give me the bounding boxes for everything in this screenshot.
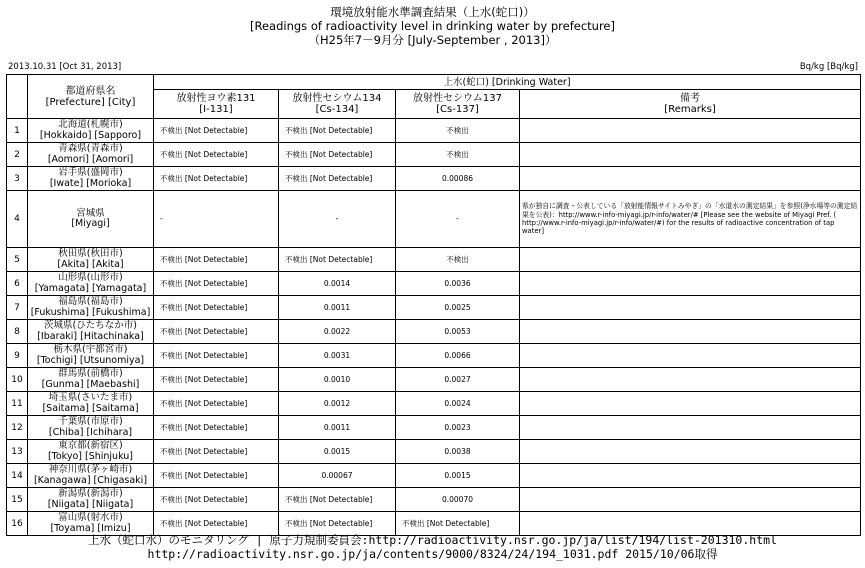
- remarks-header: [520, 90, 861, 119]
- document-title: 環境放射能水準調査結果（上水(蛇口)）: [330, 5, 535, 19]
- report-date: 2013.10.31 [Oct 31, 2013]: [8, 62, 122, 72]
- cs134-cell: 不検出 [Not Detectable]: [279, 143, 396, 167]
- table-row: [7, 344, 861, 368]
- remarks-cell: [520, 167, 861, 191]
- cs137-cell: 不検出 [Not Detectable]: [396, 512, 520, 536]
- prefecture-jp: 富山県(射水市): [58, 512, 123, 523]
- cs137-cell: 0.0053: [396, 320, 520, 344]
- row-number: 8: [7, 320, 28, 344]
- remarks-cell: [520, 296, 861, 320]
- prefecture-cell: [28, 512, 154, 536]
- cs137-cell: 0.0066: [396, 344, 520, 368]
- remarks-header-en: [Remarks]: [664, 104, 716, 115]
- prefecture-jp: 千葉県(市原市): [58, 416, 123, 427]
- prefecture-cell: [28, 167, 154, 191]
- row-number: 12: [7, 416, 28, 440]
- prefecture-jp: 秋田県(秋田市): [58, 248, 123, 259]
- table-row: [7, 512, 861, 536]
- i131-cell: 不検出 [Not Detectable]: [154, 440, 279, 464]
- prefecture-cell: [28, 191, 154, 248]
- i131-cell: 不検出 [Not Detectable]: [154, 296, 279, 320]
- prefecture-en: [Kanagawa] [Chigasaki]: [33, 474, 148, 486]
- prefecture-header-en: [Prefecture] [City]: [45, 96, 136, 108]
- prefecture-en: [Chiba] [Ichihara]: [48, 426, 133, 438]
- prefecture-en: [Akita] [Akita]: [57, 258, 124, 270]
- i131-cell: 不検出 [Not Detectable]: [154, 248, 279, 272]
- prefecture-en: [Saitama] [Saitama]: [42, 402, 139, 414]
- cs134-cell: 不検出 [Not Detectable]: [279, 167, 396, 191]
- table-row: [7, 416, 861, 440]
- cs137-cell: 不検出: [396, 143, 520, 167]
- prefecture-cell: [28, 344, 154, 368]
- cs134-cell: 0.0011: [279, 416, 396, 440]
- no-header: [7, 75, 28, 119]
- remarks-cell: [520, 320, 861, 344]
- remarks-cell: [520, 248, 861, 272]
- cs137-cell: 0.0015: [396, 464, 520, 488]
- row-number: 4: [7, 191, 28, 248]
- remarks-cell: [520, 272, 861, 296]
- remarks-cell: [520, 440, 861, 464]
- cs134-cell: 0.00067: [279, 464, 396, 488]
- prefecture-en: [Toyama] [Imizu]: [50, 522, 131, 534]
- prefecture-jp: 山形県(山形市): [58, 272, 123, 283]
- i131-cell: 不検出 [Not Detectable]: [154, 143, 279, 167]
- prefecture-cell: [28, 296, 154, 320]
- table-row: [7, 143, 861, 167]
- row-number: 2: [7, 143, 28, 167]
- prefecture-cell: [28, 488, 154, 512]
- prefecture-en: [Aomori] [Aomori]: [47, 153, 134, 165]
- cs137-cell: 0.0024: [396, 392, 520, 416]
- source-url: http://radioactivity.nsr.go.jp/ja/contents/9000/8324/24/194_1031.pdf 2015/10/06取得: [147, 547, 718, 561]
- i131-cell: 不検出 [Not Detectable]: [154, 272, 279, 296]
- row-number: 13: [7, 440, 28, 464]
- prefecture-jp: 福島県(福島市): [58, 296, 123, 307]
- prefecture-cell: [28, 440, 154, 464]
- prefecture-jp: 東京都(新宿区): [58, 440, 123, 451]
- prefecture-jp: 北海道(札幌市): [58, 119, 123, 130]
- prefecture-jp: 茨城県(ひたちなか市): [44, 320, 137, 331]
- table-row: [7, 119, 861, 143]
- prefecture-en: [Ibaraki] [Hitachinaka]: [37, 330, 144, 342]
- cs137-header-en: [Cs-137]: [436, 104, 479, 115]
- prefecture-en: [Yamagata] [Yamagata]: [34, 282, 147, 294]
- prefecture-en: [Fukushima] [Fukushima]: [30, 306, 151, 318]
- table-row: [7, 464, 861, 488]
- cs134-cell: 0.0031: [279, 344, 396, 368]
- remarks-cell: [520, 392, 861, 416]
- cs137-cell: 0.00070: [396, 488, 520, 512]
- remarks-header-jp: 備考: [680, 93, 701, 104]
- document-title-english: [Readings of radioactivity level in drinking water by prefecture]: [250, 19, 615, 33]
- prefecture-jp: 神奈川県(茅ヶ崎市): [48, 464, 133, 475]
- table-row: [7, 296, 861, 320]
- remarks-cell: [520, 416, 861, 440]
- prefecture-cell: [28, 119, 154, 143]
- i131-cell: -: [154, 191, 279, 248]
- remarks-cell: [520, 512, 861, 536]
- cs137-cell: 0.0025: [396, 296, 520, 320]
- prefecture-cell: [28, 416, 154, 440]
- prefecture-jp: 群馬県(前橋市): [58, 368, 123, 379]
- cs137-cell: 0.0038: [396, 440, 520, 464]
- prefecture-header-jp: 都道府県名: [65, 85, 116, 97]
- table-row: [7, 191, 861, 248]
- row-number: 3: [7, 167, 28, 191]
- prefecture-jp: 埼玉県(さいたま市): [48, 392, 133, 403]
- prefecture-cell: [28, 248, 154, 272]
- i131-cell: 不検出 [Not Detectable]: [154, 344, 279, 368]
- i131-cell: 不検出 [Not Detectable]: [154, 488, 279, 512]
- prefecture-cell: [28, 392, 154, 416]
- cs134-header: [279, 90, 396, 119]
- cs134-cell: -: [279, 191, 396, 248]
- cs137-cell: 不検出: [396, 119, 520, 143]
- table-row: [7, 368, 861, 392]
- remarks-cell: [520, 464, 861, 488]
- prefecture-en: [Hokkaido] [Sapporo]: [39, 129, 142, 141]
- readings-table: [6, 74, 861, 536]
- prefecture-en: [Tokyo] [Shinjuku]: [47, 450, 134, 462]
- cs137-cell: -: [396, 191, 520, 248]
- i131-cell: 不検出 [Not Detectable]: [154, 167, 279, 191]
- prefecture-en: [Miyagi]: [71, 218, 110, 229]
- cs134-cell: 0.0012: [279, 392, 396, 416]
- remarks-cell: [520, 119, 861, 143]
- remarks-cell: [520, 368, 861, 392]
- prefecture-en: [Tochigi] [Utsunomiya]: [36, 354, 145, 366]
- table-row: [7, 167, 861, 191]
- cs137-header: [396, 90, 520, 119]
- i131-cell: 不検出 [Not Detectable]: [154, 368, 279, 392]
- drinking-water-header: 上水(蛇口) [Drinking Water]: [154, 75, 861, 90]
- i131-cell: 不検出 [Not Detectable]: [154, 119, 279, 143]
- cs134-header-en: [Cs-134]: [315, 104, 359, 115]
- cs137-cell: 0.0036: [396, 272, 520, 296]
- i131-header-jp: 放射性ヨウ素131: [176, 93, 256, 104]
- prefecture-cell: [28, 368, 154, 392]
- remarks-cell: [520, 488, 861, 512]
- row-number: 10: [7, 368, 28, 392]
- i131-header-en: [I-131]: [199, 104, 233, 115]
- i131-header: [154, 90, 279, 119]
- cs137-cell: 0.00086: [396, 167, 520, 191]
- cs134-cell: 0.0015: [279, 440, 396, 464]
- cs137-cell: 不検出: [396, 248, 520, 272]
- unit-label: Bq/kg [Bq/kg]: [799, 62, 858, 72]
- prefecture-en: [Gunma] [Maebashi]: [41, 378, 140, 390]
- table-row: [7, 488, 861, 512]
- prefecture-en: [Iwate] [Morioka]: [49, 177, 132, 189]
- row-number: 15: [7, 488, 28, 512]
- prefecture-jp: 宮城県: [76, 207, 105, 219]
- cs137-cell: 0.0023: [396, 416, 520, 440]
- i131-cell: 不検出 [Not Detectable]: [154, 416, 279, 440]
- cs134-cell: 0.0011: [279, 296, 396, 320]
- prefecture-jp: 岩手県(盛岡市): [58, 167, 123, 178]
- document-period: （H25年7－9月分 [July-September , 2013]）: [308, 33, 557, 47]
- cs134-cell: 不検出 [Not Detectable]: [279, 248, 396, 272]
- i131-cell: 不検出 [Not Detectable]: [154, 392, 279, 416]
- prefecture-jp: 栃木県(宇都宮市): [53, 344, 128, 355]
- row-number: 5: [7, 248, 28, 272]
- row-number: 16: [7, 512, 28, 536]
- table-row: [7, 272, 861, 296]
- cs134-cell: 不検出 [Not Detectable]: [279, 119, 396, 143]
- cs137-header-jp: 放射性セシウム137: [413, 93, 502, 104]
- row-number: 1: [7, 119, 28, 143]
- prefecture-cell: [28, 272, 154, 296]
- row-number: 6: [7, 272, 28, 296]
- i131-cell: 不検出 [Not Detectable]: [154, 320, 279, 344]
- prefecture-header: [28, 75, 154, 119]
- prefecture-cell: [28, 464, 154, 488]
- table-body: [7, 119, 861, 536]
- prefecture-en: [Niigata] [Niigata]: [47, 498, 134, 510]
- cs134-cell: 0.0022: [279, 320, 396, 344]
- cs134-header-jp: 放射性セシウム134: [292, 93, 382, 104]
- prefecture-jp: 新潟県(新潟市): [58, 488, 123, 499]
- table-row: [7, 320, 861, 344]
- table-row: [7, 248, 861, 272]
- cs134-cell: 不検出 [Not Detectable]: [279, 512, 396, 536]
- table-row: [7, 440, 861, 464]
- source-citation: 上水（蛇口水）のモニタリング | 原子力規制委員会:http://radioactivity.nsr.go.jp/ja/list/194/list-201310.html: [88, 533, 777, 547]
- cs134-cell: 0.0010: [279, 368, 396, 392]
- cs137-cell: 0.0027: [396, 368, 520, 392]
- remarks-cell: 県が独自に調査・公表している「放射能情報サイトみやぎ」の「水道水の測定結果」を参照(浄水場等の測定結果を公表)：http://www.r-info-miyagi.jp/r-info/water/# [Please see the website of Miyagi Pref. ( http://www.r-info-miyagi.jp/r-info/water/#) for the results of radioactive concentration of tap water]: [520, 191, 861, 248]
- row-number: 9: [7, 344, 28, 368]
- remarks-cell: [520, 143, 861, 167]
- prefecture-jp: 青森県(青森市): [58, 143, 123, 154]
- prefecture-cell: [28, 143, 154, 167]
- row-number: 11: [7, 392, 28, 416]
- row-number: 7: [7, 296, 28, 320]
- i131-cell: 不検出 [Not Detectable]: [154, 464, 279, 488]
- cs134-cell: 不検出 [Not Detectable]: [279, 488, 396, 512]
- table-row: [7, 392, 861, 416]
- prefecture-cell: [28, 320, 154, 344]
- remarks-cell: [520, 344, 861, 368]
- row-number: 14: [7, 464, 28, 488]
- i131-cell: 不検出 [Not Detectable]: [154, 512, 279, 536]
- cs134-cell: 0.0014: [279, 272, 396, 296]
